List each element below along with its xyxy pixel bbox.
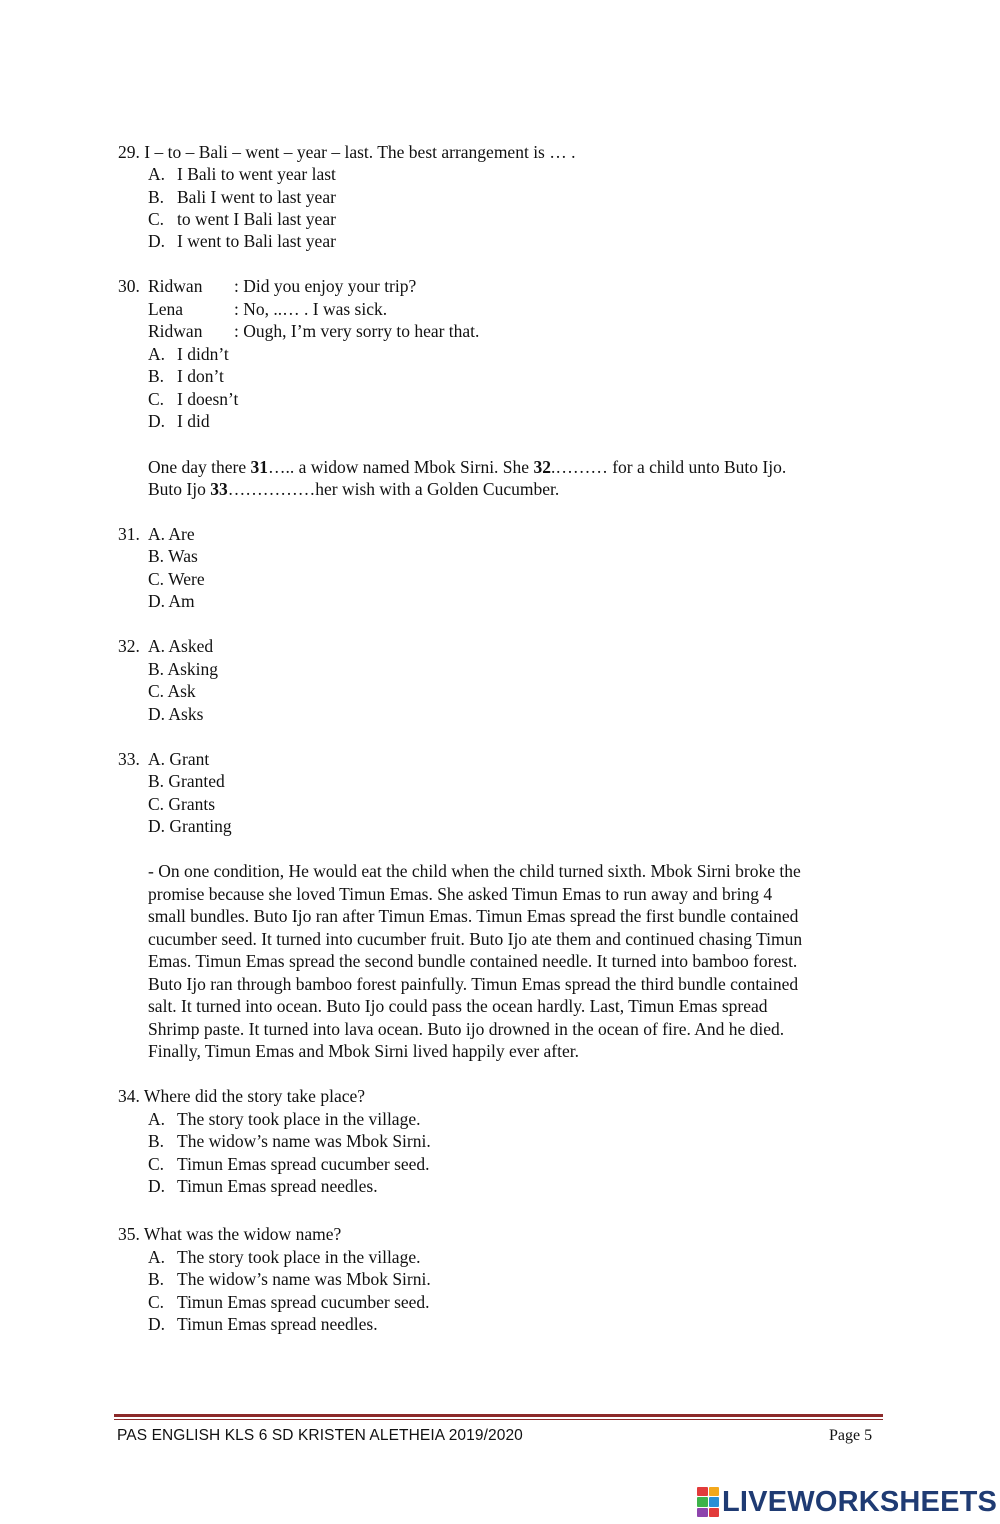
q30-option-d[interactable]: D. I did xyxy=(148,411,210,431)
logo-block xyxy=(697,1508,708,1517)
q34-option-c[interactable]: C. Timun Emas spread cucumber seed. xyxy=(148,1154,430,1174)
q29-option-b[interactable]: B. Bali I went to last year xyxy=(148,187,336,207)
q32-option-b[interactable]: B. Asking xyxy=(148,659,219,679)
q29-option-d[interactable]: D. I went to Bali last year xyxy=(148,231,336,251)
liveworksheets-logo[interactable] xyxy=(697,1485,997,1519)
logo-block xyxy=(709,1497,720,1506)
q31-option-c[interactable]: C. Were xyxy=(148,569,205,589)
q32-option-a[interactable]: 32. A. Asked xyxy=(118,636,214,656)
footer-rule-thick xyxy=(114,1414,883,1417)
q29-option-a[interactable]: A. I Bali to went year last xyxy=(148,164,336,184)
page-number: Page 5 xyxy=(829,1427,873,1444)
q34-option-d[interactable]: D. Timun Emas spread needles. xyxy=(148,1176,378,1196)
footer-rule-thin xyxy=(114,1419,883,1420)
q30-option-b[interactable]: B. I don’t xyxy=(148,366,224,386)
passage-line: small bundles. Buto Ijo ran after Timun Emas. Timun Emas spread the first bundle contained xyxy=(148,906,799,926)
question-35-text: 35. What was the widow name? xyxy=(118,1224,342,1244)
q31-option-a[interactable]: 31. A. Are xyxy=(118,524,195,544)
q30-dialog-line-1: 30. Ridwan : Did you enjoy your trip? xyxy=(118,276,417,296)
q34-option-a[interactable]: A. The story took place in the village. xyxy=(148,1109,421,1129)
q35-option-b[interactable]: B. The widow’s name was Mbok Sirni. xyxy=(148,1269,431,1289)
passage-line: Buto Ijo ran through bamboo forest painfully. Timun Emas spread the third bundle contained xyxy=(148,974,799,994)
logo-block xyxy=(697,1497,708,1506)
q30-option-c[interactable]: C. I doesn’t xyxy=(148,389,239,409)
q30-dialog-line-3: Ridwan : Ough, I’m very sorry to hear that. xyxy=(148,321,480,341)
liveworksheets-wordmark: LIVEWORKSHEETS xyxy=(722,1485,998,1518)
passage-line: Emas. Timun Emas spread the second bundle contained needle. It turned into bamboo forest. xyxy=(148,951,798,971)
q35-option-c[interactable]: C. Timun Emas spread cucumber seed. xyxy=(148,1292,430,1312)
logo-block xyxy=(697,1487,708,1496)
q34-option-b[interactable]: B. The widow’s name was Mbok Sirni. xyxy=(148,1131,431,1151)
q35-option-d[interactable]: D. Timun Emas spread needles. xyxy=(148,1314,378,1334)
question-29-text: 29. I – to – Bali – went – year – last. The best arrangement is … . xyxy=(118,142,576,162)
passage-line: promise because she loved Timun Emas. She asked Timun Emas to run away and bring 4 xyxy=(148,884,773,904)
passage-line: Finally, Timun Emas and Mbok Sirni lived happily ever after. xyxy=(148,1041,579,1061)
q30-option-a[interactable]: A. I didn’t xyxy=(148,344,229,364)
liveworksheets-logo-icon xyxy=(697,1487,719,1517)
passage-line: - On one condition, He would eat the child when the child turned sixth. Mbok Sirni broke the xyxy=(148,861,801,881)
logo-block xyxy=(709,1487,720,1496)
q30-dialog-line-2: Lena : No, ..… . I was sick. xyxy=(148,299,388,319)
question-34-text: 34. Where did the story take place? xyxy=(118,1086,366,1106)
story-line-1: One day there 31….. a widow named Mbok Sirni. She 32.……… for a child unto Buto Ijo. xyxy=(148,457,787,477)
q33-option-a[interactable]: 33. A. Grant xyxy=(118,749,210,769)
passage-line: salt. It turned into ocean. Buto Ijo could pass the ocean hardly. Last, Timun Emas spread xyxy=(148,996,768,1016)
q33-option-b[interactable]: B. Granted xyxy=(148,771,225,791)
story-line-2: Buto Ijo 33……………her wish with a Golden Cucumber. xyxy=(148,479,560,499)
q33-option-c[interactable]: C. Grants xyxy=(148,794,216,814)
q29-option-c[interactable]: C. to went I Bali last year xyxy=(148,209,336,229)
q35-option-a[interactable]: A. The story took place in the village. xyxy=(148,1247,421,1267)
passage-line: Shrimp paste. It turned into lava ocean. Buto ijo drowned in the ocean of fire. And he died. xyxy=(148,1019,785,1039)
q33-option-d[interactable]: D. Granting xyxy=(148,816,232,836)
q32-option-d[interactable]: D. Asks xyxy=(148,704,204,724)
footer-title: PAS ENGLISH KLS 6 SD KRISTEN ALETHEIA 2019/2020 xyxy=(117,1427,523,1444)
q31-option-d[interactable]: D. Am xyxy=(148,591,195,611)
passage-line: cucumber seed. It turned into cucumber fruit. Buto Ijo ate them and continued chasing Timun xyxy=(148,929,803,949)
logo-block xyxy=(709,1508,720,1517)
q32-option-c[interactable]: C. Ask xyxy=(148,681,196,701)
q31-option-b[interactable]: B. Was xyxy=(148,546,198,566)
